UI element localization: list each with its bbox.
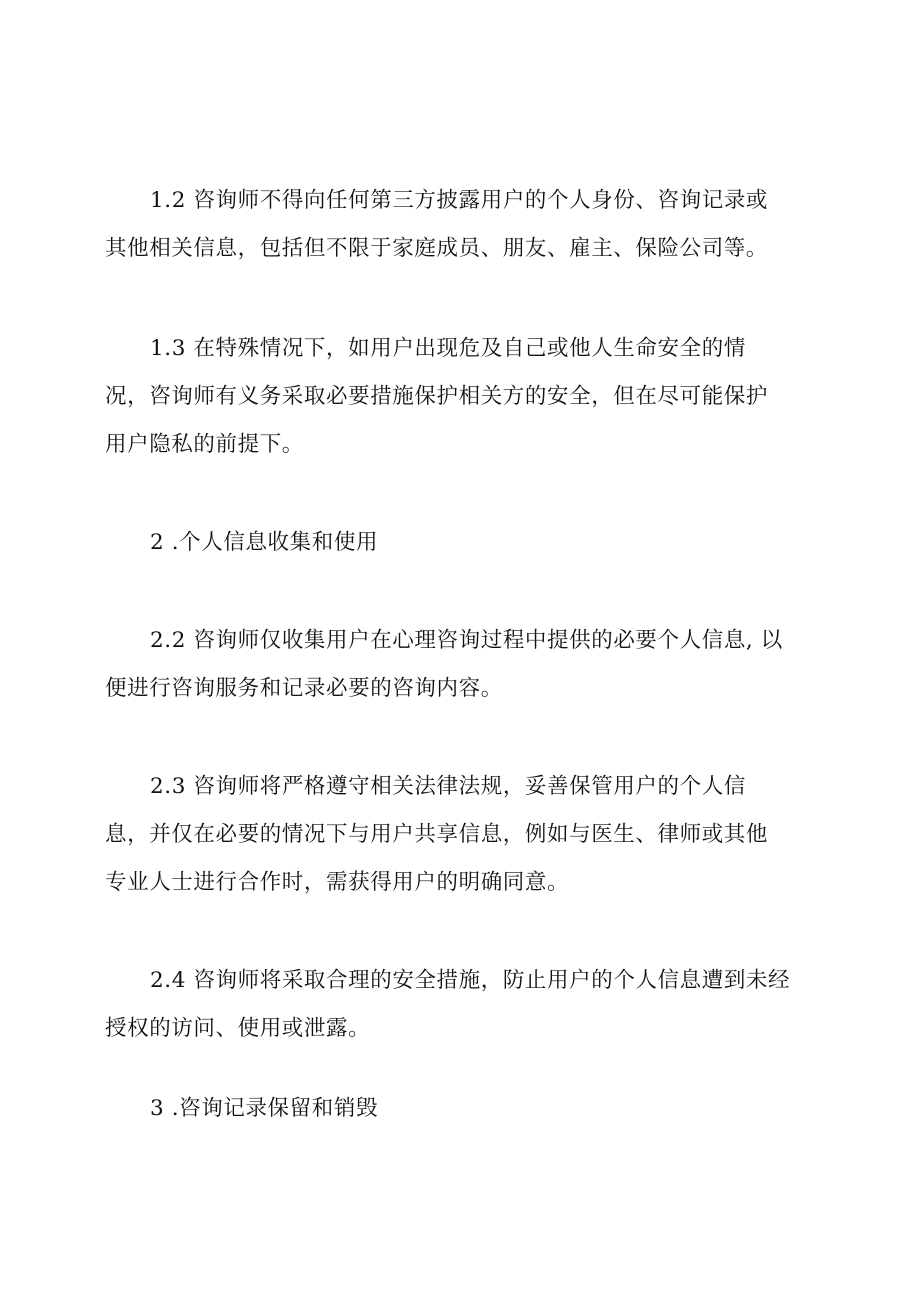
section-3-heading: 3 .咨询记录保留和销毁	[150, 1096, 379, 1121]
paragraph-2-3-line-3: 专业人士进行合作时，需获得用户的明确同意。	[105, 870, 570, 895]
paragraph-2-2-line-1: 2.2 咨询师仅收集用户在心理咨询过程中提供的必要个人信息, 以	[150, 628, 783, 653]
paragraph-1-3-line-2: 况，咨询师有义务采取必要措施保护相关方的安全，但在尽可能保护	[105, 384, 769, 409]
paragraph-1-3-line-3: 用户隐私的前提下。	[105, 432, 304, 457]
paragraph-2-4-line-1: 2.4 咨询师将采取合理的安全措施，防止用户的个人信息遭到未经	[150, 968, 791, 993]
paragraph-2-3-line-1: 2.3 咨询师将严格遵守相关法律法规，妥善保管用户的个人信	[150, 774, 746, 799]
paragraph-1-3-line-1: 1.3 在特殊情况下，如用户出现危及自己或他人生命安全的情	[150, 336, 746, 361]
paragraph-1-2-line-1: 1.2 咨询师不得向任何第三方披露用户的个人身份、咨询记录或	[150, 188, 769, 213]
paragraph-2-4-line-2: 授权的访问、使用或泄露。	[105, 1016, 371, 1041]
paragraph-2-3-line-2: 息，并仅在必要的情况下与用户共享信息，例如与医生、律师或其他	[105, 822, 769, 847]
paragraph-1-2-line-2: 其他相关信息，包括但不限于家庭成员、朋友、雇主、保险公司等。	[105, 236, 769, 261]
section-2-heading: 2 .个人信息收集和使用	[150, 530, 379, 555]
paragraph-2-2-line-2: 便进行咨询服务和记录必要的咨询内容。	[105, 676, 503, 701]
